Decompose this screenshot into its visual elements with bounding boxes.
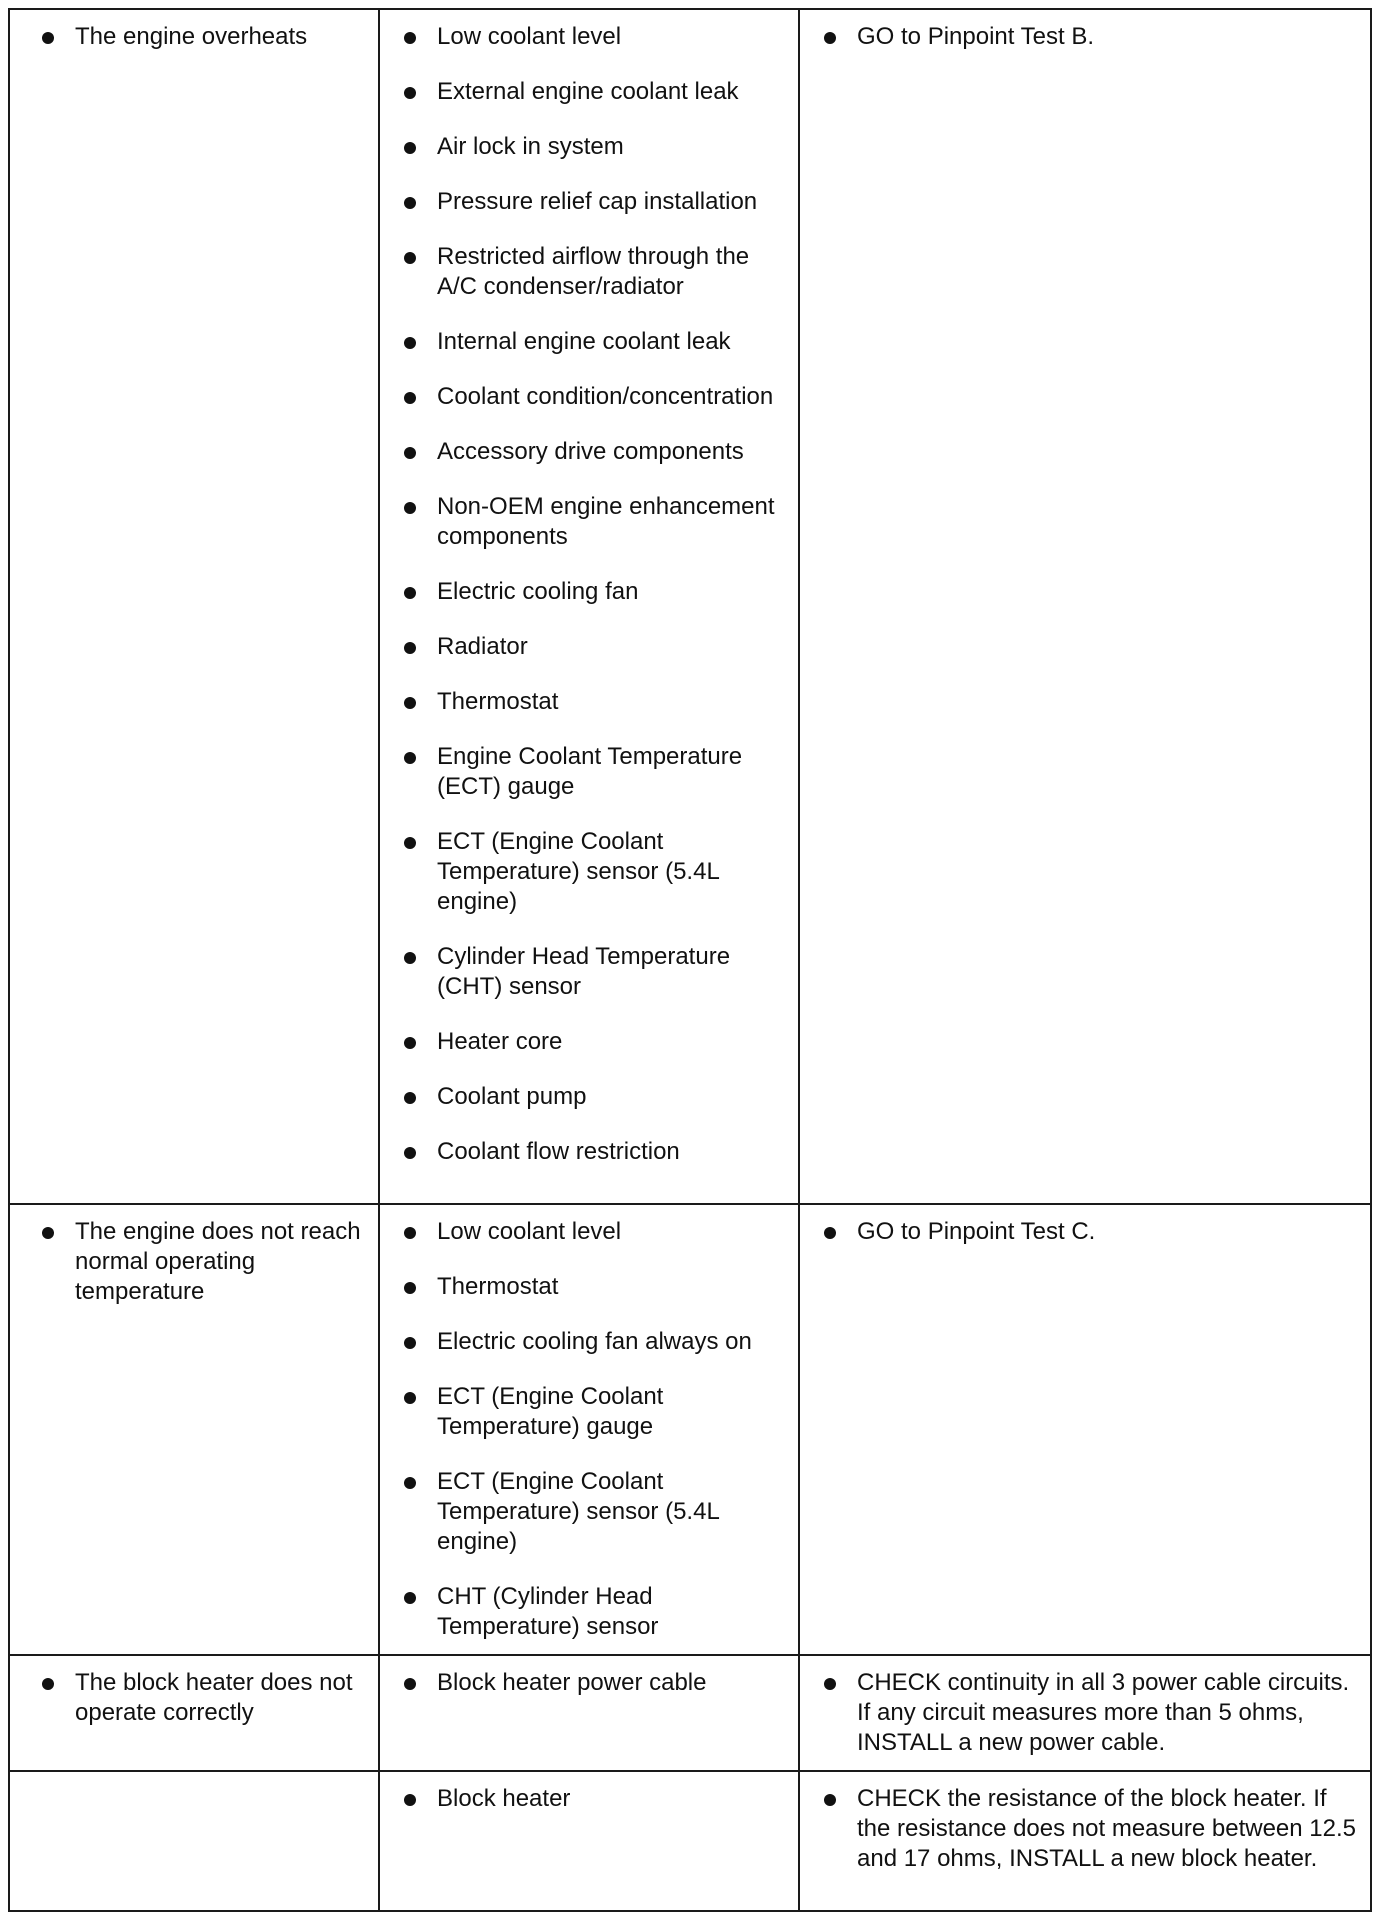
bullet-icon xyxy=(404,447,416,459)
bullet-icon xyxy=(42,1227,54,1239)
possible-source-cell xyxy=(379,1771,799,1911)
bullet-list xyxy=(822,1784,1356,1874)
list-item-text: Low coolant level xyxy=(437,23,622,50)
list-item xyxy=(402,382,784,412)
list-item-text: Low coolant level xyxy=(437,1218,622,1245)
possible-source-cell-content xyxy=(380,1205,798,1654)
bullet-list xyxy=(40,22,364,52)
list-item-text: Internal engine coolant leak xyxy=(437,328,731,355)
list-item xyxy=(402,1668,784,1698)
list-item xyxy=(402,77,784,107)
bullet-icon xyxy=(404,697,416,709)
list-item-text: Pressure relief cap installation xyxy=(437,188,758,215)
list-item xyxy=(402,577,784,607)
list-item-text: GO to Pinpoint Test C. xyxy=(857,1218,1096,1245)
possible-source-cell-content xyxy=(380,10,798,1179)
list-item xyxy=(402,1327,784,1357)
list-item-text: Non-OEM engine enhancement components xyxy=(437,493,775,550)
list-item xyxy=(402,242,784,302)
list-item xyxy=(402,132,784,162)
list-item xyxy=(402,1137,784,1167)
list-item xyxy=(822,1217,1356,1247)
bullet-icon xyxy=(404,952,416,964)
possible-source-cell xyxy=(379,1655,799,1771)
list-item-text: ECT (Engine Coolant Temperature) gauge xyxy=(437,1383,664,1440)
list-item-text: Electric cooling fan xyxy=(437,578,639,605)
list-item xyxy=(402,327,784,357)
list-item xyxy=(402,827,784,917)
list-item-text: Thermostat xyxy=(437,688,559,715)
table-row xyxy=(9,1655,1371,1771)
bullet-icon xyxy=(404,502,416,514)
condition-cell xyxy=(9,1204,379,1655)
list-item-text: Block heater xyxy=(437,1785,571,1812)
list-item xyxy=(402,492,784,552)
list-item xyxy=(40,22,364,52)
bullet-icon xyxy=(404,752,416,764)
list-item-text: CHECK continuity in all 3 power cable circuits. If any circuit measures more than 5 ohms, INSTALL a new power cable. xyxy=(857,1669,1350,1756)
list-item-text: Thermostat xyxy=(437,1273,559,1300)
list-item-text: GO to Pinpoint Test B. xyxy=(857,23,1095,50)
list-item xyxy=(822,1784,1356,1874)
list-item xyxy=(40,1217,364,1307)
list-item xyxy=(402,1582,784,1642)
bullet-icon xyxy=(42,1678,54,1690)
bullet-icon xyxy=(824,32,836,44)
symptom-chart-table xyxy=(8,8,1372,1912)
list-item-text: The engine overheats xyxy=(75,23,308,50)
list-item xyxy=(402,742,784,802)
bullet-icon xyxy=(404,1794,416,1806)
list-item-text: The engine does not reach normal operating temperature xyxy=(75,1218,361,1305)
bullet-icon xyxy=(404,1678,416,1690)
bullet-icon xyxy=(404,87,416,99)
possible-source-cell xyxy=(379,1204,799,1655)
bullet-list xyxy=(402,1217,784,1642)
bullet-icon xyxy=(404,1592,416,1604)
condition-cell-content xyxy=(10,10,378,64)
table-row xyxy=(9,9,1371,1204)
bullet-list xyxy=(40,1217,364,1307)
condition-cell xyxy=(9,9,379,1204)
possible-source-cell-content xyxy=(380,1772,798,1826)
list-item xyxy=(402,1217,784,1247)
condition-cell-content xyxy=(10,1772,378,1796)
bullet-icon xyxy=(404,837,416,849)
bullet-list xyxy=(822,1668,1356,1758)
bullet-icon xyxy=(404,197,416,209)
list-item-text: External engine coolant leak xyxy=(437,78,739,105)
list-item-text: CHECK the resistance of the block heater. If the resistance does not measure between 12.5 and 17 ohms, INSTALL a new block heater. xyxy=(857,1785,1356,1872)
condition-cell-content xyxy=(10,1656,378,1740)
table-row xyxy=(9,1771,1371,1911)
bullet-icon xyxy=(404,1147,416,1159)
bullet-icon xyxy=(824,1678,836,1690)
bullet-list xyxy=(822,1217,1356,1247)
condition-cell-content xyxy=(10,1205,378,1319)
list-item xyxy=(402,1467,784,1557)
bullet-icon xyxy=(404,1092,416,1104)
action-cell xyxy=(799,1655,1371,1771)
bullet-icon xyxy=(404,1477,416,1489)
list-item xyxy=(402,437,784,467)
list-item xyxy=(402,1382,784,1442)
list-item-text: Restricted airflow through the A/C condenser/radiator xyxy=(437,243,750,300)
list-item-text: Heater core xyxy=(437,1028,563,1055)
action-cell-content xyxy=(800,10,1370,64)
bullet-icon xyxy=(404,587,416,599)
action-cell-content xyxy=(800,1205,1370,1259)
list-item xyxy=(402,1272,784,1302)
list-item xyxy=(402,1082,784,1112)
bullet-list xyxy=(40,1668,364,1728)
list-item-text: Radiator xyxy=(437,633,528,660)
list-item xyxy=(402,1027,784,1057)
list-item-text: ECT (Engine Coolant Temperature) sensor (5.4L engine) xyxy=(437,828,719,915)
list-item-text: Block heater power cable xyxy=(437,1669,707,1696)
list-item-text: Coolant pump xyxy=(437,1083,587,1110)
bullet-icon xyxy=(404,1227,416,1239)
bullet-icon xyxy=(404,337,416,349)
list-item xyxy=(402,632,784,662)
list-item-text: Coolant flow restriction xyxy=(437,1138,680,1165)
bullet-icon xyxy=(824,1227,836,1239)
bullet-list xyxy=(402,1784,784,1814)
condition-cell xyxy=(9,1655,379,1771)
possible-source-cell-content xyxy=(380,1656,798,1710)
bullet-icon xyxy=(404,1282,416,1294)
bullet-icon xyxy=(404,1037,416,1049)
action-cell-content xyxy=(800,1656,1370,1770)
bullet-list xyxy=(402,22,784,1167)
list-item xyxy=(822,1668,1356,1758)
list-item-text: Air lock in system xyxy=(437,133,624,160)
bullet-list xyxy=(402,1668,784,1698)
symptom-chart-body xyxy=(9,9,1371,1911)
list-item xyxy=(402,942,784,1002)
condition-cell xyxy=(9,1771,379,1911)
list-item-text: Cylinder Head Temperature (CHT) sensor xyxy=(437,943,731,1000)
list-item xyxy=(40,1668,364,1728)
list-item-text: Coolant condition/concentration xyxy=(437,383,774,410)
bullet-icon xyxy=(42,32,54,44)
list-item-text: The block heater does not operate correctly xyxy=(75,1669,353,1726)
list-item xyxy=(822,22,1356,52)
table-row xyxy=(9,1204,1371,1655)
bullet-icon xyxy=(404,32,416,44)
list-item-text: CHT (Cylinder Head Temperature) sensor xyxy=(437,1583,659,1640)
bullet-icon xyxy=(404,392,416,404)
bullet-icon xyxy=(404,1392,416,1404)
action-cell xyxy=(799,9,1371,1204)
list-item xyxy=(402,1784,784,1814)
list-item-text: ECT (Engine Coolant Temperature) sensor (5.4L engine) xyxy=(437,1468,719,1555)
list-item-text: Accessory drive components xyxy=(437,438,744,465)
bullet-icon xyxy=(404,142,416,154)
list-item-text: Engine Coolant Temperature (ECT) gauge xyxy=(437,743,743,800)
bullet-icon xyxy=(824,1794,836,1806)
list-item xyxy=(402,187,784,217)
list-item-text: Electric cooling fan always on xyxy=(437,1328,752,1355)
action-cell xyxy=(799,1771,1371,1911)
action-cell xyxy=(799,1204,1371,1655)
bullet-icon xyxy=(404,252,416,264)
bullet-icon xyxy=(404,642,416,654)
action-cell-content xyxy=(800,1772,1370,1886)
possible-source-cell xyxy=(379,9,799,1204)
bullet-list xyxy=(822,22,1356,52)
list-item xyxy=(402,22,784,52)
bullet-icon xyxy=(404,1337,416,1349)
list-item xyxy=(402,687,784,717)
